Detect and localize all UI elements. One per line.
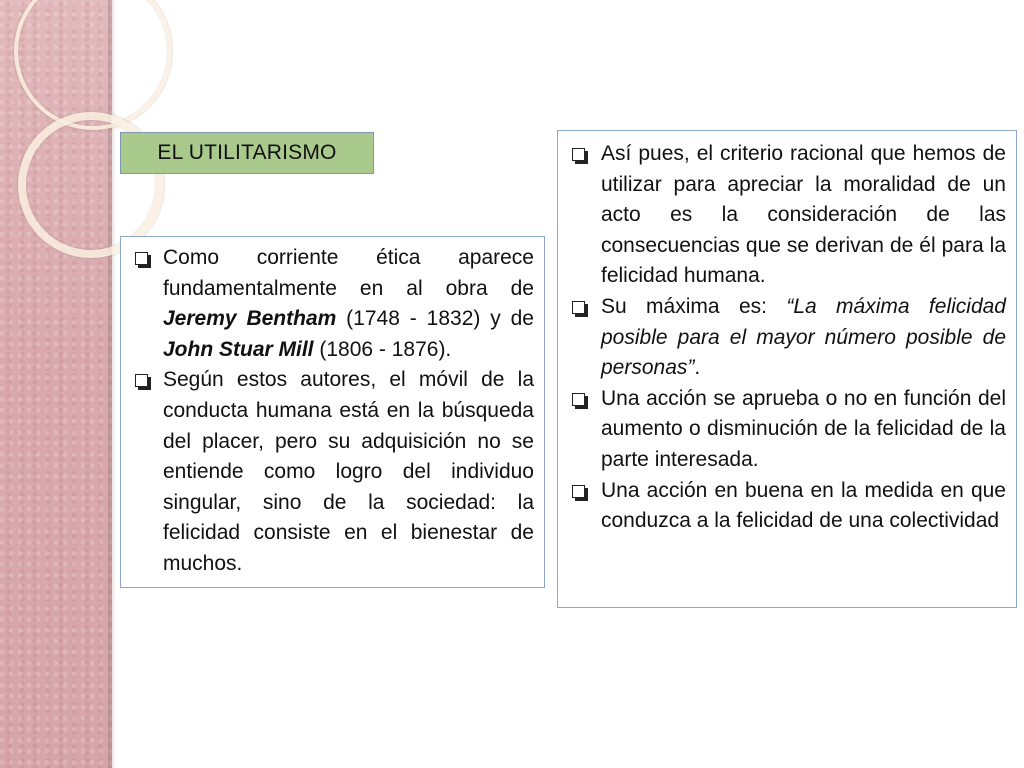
checkbox-bullet-icon (135, 252, 148, 265)
maxim-quote: “La máxima felicidad posible para el mayor número posible de personas” (601, 294, 1006, 380)
checkbox-bullet-icon (572, 301, 585, 314)
list-item: Según estos autores, el móvil de la conducta humana está en la búsqueda del placer, pero su adquisición no se entiende como logro del individuo singular, sino de la sociedad: la felicidad consiste en el bienestar de muchos. (131, 365, 534, 579)
checkbox-bullet-icon (135, 374, 148, 387)
list-item: Una acción se aprueba o no en función del aumento o disminución de la felicidad de la parte interesada. (568, 384, 1006, 476)
list-item: Como corriente ética aparece fundamentalmente en al obra de Jeremy Bentham (1748 - 1832) y de John Stuar Mill (1806 - 1876). (131, 243, 534, 365)
left-text-box (120, 236, 545, 588)
slide-title-text: EL UTILITARISMO (157, 141, 337, 164)
slide-title (120, 132, 374, 174)
right-text-box (557, 130, 1017, 608)
checkbox-bullet-icon (572, 485, 585, 498)
author-name: John Stuar Mill (163, 337, 314, 361)
checkbox-bullet-icon (572, 393, 585, 406)
left-bullet-list (131, 243, 534, 580)
checkbox-bullet-icon (572, 148, 585, 161)
author-name: Jeremy Bentham (163, 307, 337, 331)
list-item: Su máxima es: “La máxima felicidad posible para el mayor número posible de personas”. (568, 292, 1006, 384)
list-item: Así pues, el criterio racional que hemos de utilizar para apreciar la moralidad de un acto es la consideración de las consecuencias que se derivan de él para la felicidad humana. (568, 139, 1006, 292)
right-bullet-list (568, 139, 1006, 537)
list-item: Una acción en buena en la medida en que conduzca a la felicidad de una colectividad (568, 476, 1006, 537)
